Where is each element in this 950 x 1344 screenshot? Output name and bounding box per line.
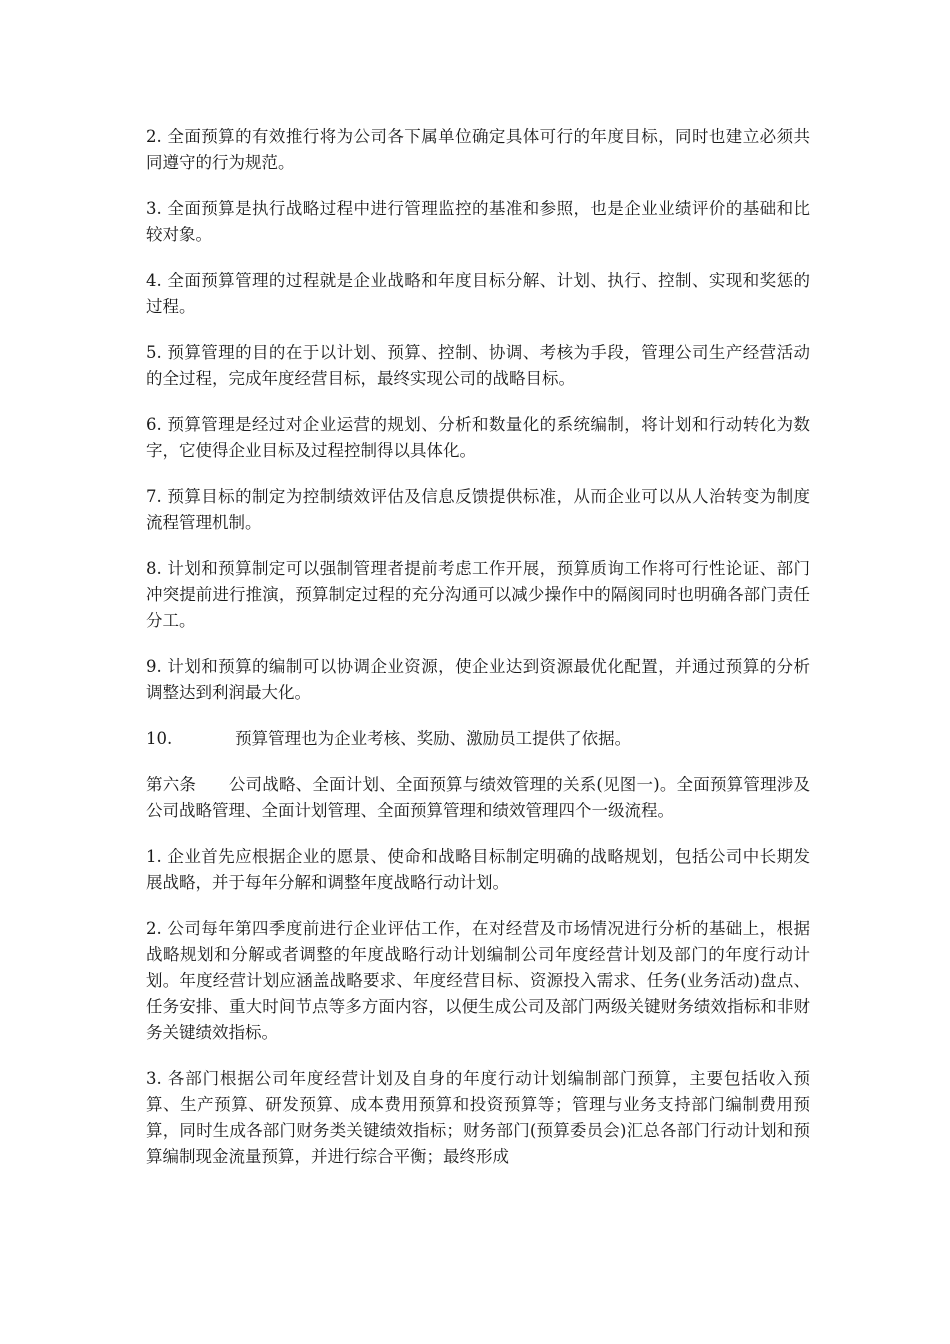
paragraph-3-monitoring-benchmark: 3. 全面预算是执行战略过程中进行管理监控的基准和参照，也是企业业绩评价的基础和比较对象。 [146,199,810,244]
paragraph-3-department-budgets: 3. 各部门根据公司年度经营计划及自身的年度行动计划编制部门预算，主要包括收入预算、生产预算、研发预算、成本费用预算和投资预算等；管理与业务支持部门编制费用预算，同时生成各部门财务类关键绩效指标；财务部门(预算委员会)汇总各部门行动计划和预算编制现金流量预算，并进行综合平衡；最终形成 [146,1069,810,1166]
paragraph-8-advance-planning: 8. 计划和预算制定可以强制管理者提前考虑工作开展，预算质询工作将可行性论证、部门冲突提前进行推演，预算制定过程的充分沟通可以减少操作中的隔阂同时也明确各部门责任分工。 [146,559,810,630]
paragraph-2-effective-promotion: 2. 全面预算的有效推行将为公司各下属单位确定具体可行的年度目标，同时也建立必须共同遵守的行为规范。 [146,127,810,172]
paragraph-1-strategic-planning: 1. 企业首先应根据企业的愿景、使命和战略目标制定明确的战略规划，包括公司中长期发展战略，并于每年分解和调整年度战略行动计划。 [146,847,810,892]
document-body [146,124,810,1190]
paragraph-5-budget-purpose: 5. 预算管理的目的在于以计划、预算、控制、协调、考核为手段，管理公司生产经营活动的全过程，完成年度经营目标，最终实现公司的战略目标。 [146,343,810,388]
paragraph-10-incentive-basis: 10. 预算管理也为企业考核、奖励、激励员工提供了依据。 [146,729,632,748]
paragraph-4-management-process: 4. 全面预算管理的过程就是企业战略和年度目标分解、计划、执行、控制、实现和奖惩的过程。 [146,271,810,316]
paragraph-7-target-standards: 7. 预算目标的制定为控制绩效评估及信息反馈提供标准，从而企业可以从人治转变为制度流程管理机制。 [146,487,810,532]
paragraph-9-resource-coordination: 9. 计划和预算的编制可以协调企业资源，使企业达到资源最优化配置，并通过预算的分析调整达到利润最大化。 [146,657,810,702]
paragraph-2-annual-assessment: 2. 公司每年第四季度前进行企业评估工作，在对经营及市场情况进行分析的基础上，根据战略规划和分解或者调整的年度战略行动计划编制公司年度经营计划及部门的年度行动计划。年度经营计划应涵盖战略要求、年度经营目标、资源投入需求、任务(业务活动)盘点、任务安排、重大时间节点等多方面内容，以便生成公司及部门两级关键财务绩效指标和非财务关键绩效指标。 [146,919,810,1042]
paragraph-6-quantified-planning: 6. 预算管理是经过对企业运营的规划、分析和数量化的系统编制，将计划和行动转化为数字，它使得企业目标及过程控制得以具体化。 [146,415,810,460]
article-6-heading-paragraph: 第六条 公司战略、全面计划、全面预算与绩效管理的关系(见图一)。全面预算管理涉及公司战略管理、全面计划管理、全面预算管理和绩效管理四个一级流程。 [146,775,810,820]
